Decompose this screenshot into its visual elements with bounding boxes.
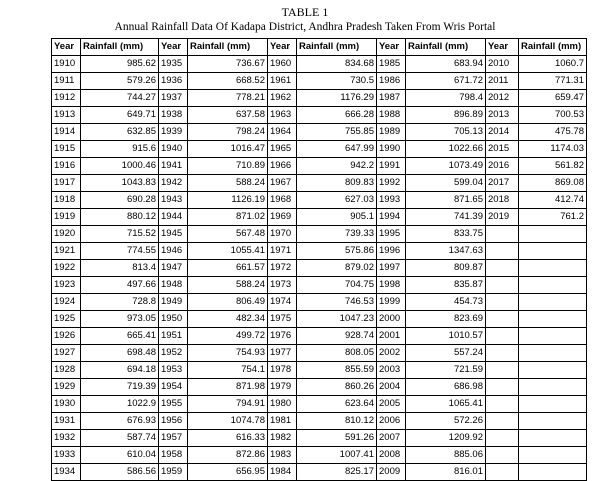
year-cell: 1998 bbox=[377, 277, 406, 294]
year-cell: 1911 bbox=[52, 73, 81, 90]
year-cell: 1923 bbox=[52, 277, 81, 294]
year-cell: 1943 bbox=[159, 192, 188, 209]
header-row bbox=[52, 39, 587, 56]
table-row bbox=[52, 175, 587, 192]
rainfall-cell: 1174.03 bbox=[519, 141, 587, 158]
rainfall-cell bbox=[519, 362, 587, 379]
table-row bbox=[52, 73, 587, 90]
year-cell: 1995 bbox=[377, 226, 406, 243]
year-cell bbox=[486, 260, 519, 277]
rainfall-cell: 896.89 bbox=[406, 107, 486, 124]
year-cell bbox=[486, 345, 519, 362]
rainfall-cell: 1065.41 bbox=[406, 396, 486, 413]
rainfall-cell: 1209.92 bbox=[406, 430, 486, 447]
year-cell: 1939 bbox=[159, 124, 188, 141]
year-cell: 1994 bbox=[377, 209, 406, 226]
header-year: Year bbox=[159, 39, 188, 56]
year-cell: 1981 bbox=[268, 413, 297, 430]
year-cell: 1974 bbox=[268, 294, 297, 311]
rainfall-cell: 798.24 bbox=[188, 124, 268, 141]
rainfall-cell: 833.75 bbox=[406, 226, 486, 243]
rainfall-cell: 567.48 bbox=[188, 226, 268, 243]
year-cell: 1919 bbox=[52, 209, 81, 226]
year-cell: 2012 bbox=[486, 90, 519, 107]
rainfall-cell: 683.94 bbox=[406, 56, 486, 73]
rainfall-cell: 1176.29 bbox=[297, 90, 377, 107]
rainfall-cell: 656.95 bbox=[188, 464, 268, 481]
rainfall-cell: 665.41 bbox=[81, 328, 159, 345]
rainfall-cell: 623.64 bbox=[297, 396, 377, 413]
rainfall-cell: 632.85 bbox=[81, 124, 159, 141]
rainfall-cell: 561.82 bbox=[519, 158, 587, 175]
rainfall-cell bbox=[519, 447, 587, 464]
year-cell: 1969 bbox=[268, 209, 297, 226]
rainfall-cell: 1007.41 bbox=[297, 447, 377, 464]
rainfall-cell: 715.52 bbox=[81, 226, 159, 243]
rainfall-cell: 855.59 bbox=[297, 362, 377, 379]
rainfall-cell: 825.17 bbox=[297, 464, 377, 481]
year-cell: 1978 bbox=[268, 362, 297, 379]
rainfall-cell: 647.99 bbox=[297, 141, 377, 158]
year-cell: 1920 bbox=[52, 226, 81, 243]
year-cell: 1942 bbox=[159, 175, 188, 192]
rainfall-cell: 1347.63 bbox=[406, 243, 486, 260]
rainfall-cell: 1047.23 bbox=[297, 311, 377, 328]
rainfall-cell: 637.58 bbox=[188, 107, 268, 124]
year-cell: 1965 bbox=[268, 141, 297, 158]
rainfall-cell: 591.26 bbox=[297, 430, 377, 447]
rainfall-cell: 1060.7 bbox=[519, 56, 587, 73]
rainfall-cell: 588.24 bbox=[188, 277, 268, 294]
year-cell: 2007 bbox=[377, 430, 406, 447]
year-cell: 1963 bbox=[268, 107, 297, 124]
year-cell: 1955 bbox=[159, 396, 188, 413]
table-row bbox=[52, 447, 587, 464]
rainfall-cell: 1073.49 bbox=[406, 158, 486, 175]
table-row bbox=[52, 158, 587, 175]
rainfall-cell: 794.91 bbox=[188, 396, 268, 413]
rainfall-cell: 579.26 bbox=[81, 73, 159, 90]
year-cell: 1954 bbox=[159, 379, 188, 396]
year-cell bbox=[486, 464, 519, 481]
year-cell: 1956 bbox=[159, 413, 188, 430]
rainfall-cell bbox=[519, 379, 587, 396]
year-cell: 2015 bbox=[486, 141, 519, 158]
rainfall-cell: 806.49 bbox=[188, 294, 268, 311]
year-cell bbox=[486, 243, 519, 260]
year-cell: 1966 bbox=[268, 158, 297, 175]
rainfall-cell: 823.69 bbox=[406, 311, 486, 328]
rainfall-cell bbox=[519, 464, 587, 481]
rainfall-cell: 813.4 bbox=[81, 260, 159, 277]
table-body bbox=[52, 56, 587, 481]
year-cell bbox=[486, 379, 519, 396]
rainfall-cell: 475.78 bbox=[519, 124, 587, 141]
rainfall-cell: 798.4 bbox=[406, 90, 486, 107]
year-cell: 2000 bbox=[377, 311, 406, 328]
table-row bbox=[52, 90, 587, 107]
year-cell bbox=[486, 447, 519, 464]
rainfall-cell: 698.48 bbox=[81, 345, 159, 362]
header-rainfall: Rainfall (mm) bbox=[297, 39, 377, 56]
rainfall-cell: 761.2 bbox=[519, 209, 587, 226]
year-cell: 1930 bbox=[52, 396, 81, 413]
table-row bbox=[52, 226, 587, 243]
rainfall-cell: 666.28 bbox=[297, 107, 377, 124]
year-cell: 1917 bbox=[52, 175, 81, 192]
rainfall-cell: 499.72 bbox=[188, 328, 268, 345]
rainfall-cell: 754.93 bbox=[188, 345, 268, 362]
rainfall-cell bbox=[519, 396, 587, 413]
rainfall-cell: 869.08 bbox=[519, 175, 587, 192]
year-cell: 1961 bbox=[268, 73, 297, 90]
year-cell: 1970 bbox=[268, 226, 297, 243]
year-cell: 2004 bbox=[377, 379, 406, 396]
rainfall-cell: 575.86 bbox=[297, 243, 377, 260]
year-cell: 1934 bbox=[52, 464, 81, 481]
rainfall-cell: 482.34 bbox=[188, 311, 268, 328]
year-cell: 1941 bbox=[159, 158, 188, 175]
rainfall-cell bbox=[519, 328, 587, 345]
rainfall-cell: 1022.66 bbox=[406, 141, 486, 158]
year-cell: 1935 bbox=[159, 56, 188, 73]
year-cell: 1951 bbox=[159, 328, 188, 345]
rainfall-cell: 497.66 bbox=[81, 277, 159, 294]
year-cell: 1928 bbox=[52, 362, 81, 379]
table-row bbox=[52, 277, 587, 294]
year-cell: 1929 bbox=[52, 379, 81, 396]
header-year: Year bbox=[377, 39, 406, 56]
rainfall-cell: 659.47 bbox=[519, 90, 587, 107]
year-cell: 1990 bbox=[377, 141, 406, 158]
year-cell: 1944 bbox=[159, 209, 188, 226]
table-row bbox=[52, 430, 587, 447]
rainfall-cell: 616.33 bbox=[188, 430, 268, 447]
table-row bbox=[52, 396, 587, 413]
year-cell bbox=[486, 413, 519, 430]
year-cell: 1948 bbox=[159, 277, 188, 294]
rainfall-cell: 808.05 bbox=[297, 345, 377, 362]
rainfall-cell: 739.33 bbox=[297, 226, 377, 243]
rainfall-cell: 1022.9 bbox=[81, 396, 159, 413]
year-cell: 1937 bbox=[159, 90, 188, 107]
year-cell: 1913 bbox=[52, 107, 81, 124]
rainfall-cell: 834.68 bbox=[297, 56, 377, 73]
rainfall-cell: 730.5 bbox=[297, 73, 377, 90]
table-row bbox=[52, 141, 587, 158]
rainfall-cell: 871.65 bbox=[406, 192, 486, 209]
year-cell: 1910 bbox=[52, 56, 81, 73]
year-cell: 1946 bbox=[159, 243, 188, 260]
year-cell: 1984 bbox=[268, 464, 297, 481]
rainfall-cell: 694.18 bbox=[81, 362, 159, 379]
year-cell: 1960 bbox=[268, 56, 297, 73]
year-cell bbox=[486, 294, 519, 311]
rainfall-cell: 1055.41 bbox=[188, 243, 268, 260]
year-cell bbox=[486, 430, 519, 447]
rainfall-cell bbox=[519, 243, 587, 260]
year-cell: 1967 bbox=[268, 175, 297, 192]
rainfall-cell: 879.02 bbox=[297, 260, 377, 277]
year-cell bbox=[486, 277, 519, 294]
rainfall-cell: 661.57 bbox=[188, 260, 268, 277]
rainfall-cell: 928.74 bbox=[297, 328, 377, 345]
year-cell: 1932 bbox=[52, 430, 81, 447]
year-cell: 1958 bbox=[159, 447, 188, 464]
year-cell bbox=[486, 362, 519, 379]
rainfall-cell: 700.53 bbox=[519, 107, 587, 124]
year-cell bbox=[486, 226, 519, 243]
year-cell: 1912 bbox=[52, 90, 81, 107]
table-row bbox=[52, 413, 587, 430]
year-cell: 1980 bbox=[268, 396, 297, 413]
rainfall-cell: 610.04 bbox=[81, 447, 159, 464]
rainfall-cell bbox=[519, 413, 587, 430]
year-cell: 2003 bbox=[377, 362, 406, 379]
year-cell: 1968 bbox=[268, 192, 297, 209]
header-rainfall: Rainfall (mm) bbox=[81, 39, 159, 56]
year-cell bbox=[486, 311, 519, 328]
year-cell: 1985 bbox=[377, 56, 406, 73]
year-cell: 2008 bbox=[377, 447, 406, 464]
header-rainfall: Rainfall (mm) bbox=[406, 39, 486, 56]
year-cell: 1922 bbox=[52, 260, 81, 277]
rainfall-cell: 880.12 bbox=[81, 209, 159, 226]
year-cell: 2009 bbox=[377, 464, 406, 481]
year-cell: 1986 bbox=[377, 73, 406, 90]
rainfall-cell: 835.87 bbox=[406, 277, 486, 294]
rainfall-cell: 985.62 bbox=[81, 56, 159, 73]
table-subtitle: Annual Rainfall Data Of Kadapa District, Andhra Pradesh Taken From Wris Portal bbox=[114, 21, 496, 33]
rainfall-cell: 872.86 bbox=[188, 447, 268, 464]
rainfall-cell: 690.28 bbox=[81, 192, 159, 209]
rainfall-cell bbox=[519, 260, 587, 277]
rainfall-cell: 454.73 bbox=[406, 294, 486, 311]
rainfall-cell: 810.12 bbox=[297, 413, 377, 430]
year-cell: 2001 bbox=[377, 328, 406, 345]
rainfall-cell: 705.13 bbox=[406, 124, 486, 141]
table-row bbox=[52, 379, 587, 396]
rainfall-cell: 599.04 bbox=[406, 175, 486, 192]
rainfall-cell: 627.03 bbox=[297, 192, 377, 209]
rainfall-cell: 915.6 bbox=[81, 141, 159, 158]
year-cell: 1976 bbox=[268, 328, 297, 345]
year-cell: 1989 bbox=[377, 124, 406, 141]
rainfall-cell: 557.24 bbox=[406, 345, 486, 362]
rainfall-cell: 668.52 bbox=[188, 73, 268, 90]
year-cell: 1933 bbox=[52, 447, 81, 464]
header-year: Year bbox=[486, 39, 519, 56]
rainfall-cell: 1010.57 bbox=[406, 328, 486, 345]
rainfall-cell: 905.1 bbox=[297, 209, 377, 226]
rainfall-cell bbox=[519, 226, 587, 243]
rainfall-cell: 671.72 bbox=[406, 73, 486, 90]
year-cell: 1996 bbox=[377, 243, 406, 260]
rainfall-cell: 1000.46 bbox=[81, 158, 159, 175]
rainfall-cell bbox=[519, 277, 587, 294]
rainfall-cell: 871.98 bbox=[188, 379, 268, 396]
year-cell: 1983 bbox=[268, 447, 297, 464]
table-row bbox=[52, 294, 587, 311]
rainfall-cell: 588.24 bbox=[188, 175, 268, 192]
year-cell: 2019 bbox=[486, 209, 519, 226]
rainfall-cell: 728.8 bbox=[81, 294, 159, 311]
year-cell: 1962 bbox=[268, 90, 297, 107]
year-cell: 1936 bbox=[159, 73, 188, 90]
table-row bbox=[52, 124, 587, 141]
table-row bbox=[52, 464, 587, 481]
rainfall-cell: 774.55 bbox=[81, 243, 159, 260]
table-row bbox=[52, 345, 587, 362]
year-cell: 1999 bbox=[377, 294, 406, 311]
year-cell: 1953 bbox=[159, 362, 188, 379]
year-cell: 1947 bbox=[159, 260, 188, 277]
year-cell: 2011 bbox=[486, 73, 519, 90]
year-cell bbox=[486, 396, 519, 413]
year-cell: 1973 bbox=[268, 277, 297, 294]
rainfall-cell bbox=[519, 345, 587, 362]
rainfall-cell: 809.87 bbox=[406, 260, 486, 277]
table-row bbox=[52, 209, 587, 226]
year-cell: 1993 bbox=[377, 192, 406, 209]
rainfall-cell: 885.06 bbox=[406, 447, 486, 464]
rainfall-cell: 412.74 bbox=[519, 192, 587, 209]
year-cell: 2016 bbox=[486, 158, 519, 175]
rainfall-cell: 572.26 bbox=[406, 413, 486, 430]
rainfall-cell: 754.1 bbox=[188, 362, 268, 379]
rainfall-cell: 744.27 bbox=[81, 90, 159, 107]
year-cell: 1988 bbox=[377, 107, 406, 124]
year-cell: 1971 bbox=[268, 243, 297, 260]
rainfall-cell: 942.2 bbox=[297, 158, 377, 175]
header-year: Year bbox=[52, 39, 81, 56]
year-cell: 1914 bbox=[52, 124, 81, 141]
table-row bbox=[52, 328, 587, 345]
year-cell: 1931 bbox=[52, 413, 81, 430]
year-cell: 1952 bbox=[159, 345, 188, 362]
year-cell: 1987 bbox=[377, 90, 406, 107]
header-rainfall: Rainfall (mm) bbox=[519, 39, 587, 56]
rainfall-cell: 587.74 bbox=[81, 430, 159, 447]
year-cell: 1924 bbox=[52, 294, 81, 311]
rainfall-cell: 649.71 bbox=[81, 107, 159, 124]
year-cell bbox=[486, 328, 519, 345]
rainfall-cell: 676.93 bbox=[81, 413, 159, 430]
year-cell: 2005 bbox=[377, 396, 406, 413]
year-cell: 2013 bbox=[486, 107, 519, 124]
year-cell: 2006 bbox=[377, 413, 406, 430]
rainfall-cell: 586.56 bbox=[81, 464, 159, 481]
year-cell: 1982 bbox=[268, 430, 297, 447]
year-cell: 1949 bbox=[159, 294, 188, 311]
rainfall-cell bbox=[519, 430, 587, 447]
rainfall-cell: 816.01 bbox=[406, 464, 486, 481]
table-row bbox=[52, 192, 587, 209]
rainfall-cell: 871.02 bbox=[188, 209, 268, 226]
rainfall-cell bbox=[519, 311, 587, 328]
rainfall-cell: 755.85 bbox=[297, 124, 377, 141]
rainfall-cell: 704.75 bbox=[297, 277, 377, 294]
year-cell: 1938 bbox=[159, 107, 188, 124]
year-cell: 1964 bbox=[268, 124, 297, 141]
table-row bbox=[52, 311, 587, 328]
year-cell: 1957 bbox=[159, 430, 188, 447]
rainfall-cell: 1043.83 bbox=[81, 175, 159, 192]
year-cell: 2017 bbox=[486, 175, 519, 192]
year-cell: 1979 bbox=[268, 379, 297, 396]
rainfall-cell: 1074.78 bbox=[188, 413, 268, 430]
year-cell: 2018 bbox=[486, 192, 519, 209]
rainfall-cell: 741.39 bbox=[406, 209, 486, 226]
rainfall-cell: 778.21 bbox=[188, 90, 268, 107]
header-year: Year bbox=[268, 39, 297, 56]
table-row bbox=[52, 260, 587, 277]
year-cell: 1916 bbox=[52, 158, 81, 175]
rainfall-table bbox=[51, 38, 587, 481]
year-cell: 1921 bbox=[52, 243, 81, 260]
rainfall-cell: 973.05 bbox=[81, 311, 159, 328]
year-cell: 1927 bbox=[52, 345, 81, 362]
year-cell: 1992 bbox=[377, 175, 406, 192]
rainfall-cell: 746.53 bbox=[297, 294, 377, 311]
year-cell: 1975 bbox=[268, 311, 297, 328]
year-cell: 2002 bbox=[377, 345, 406, 362]
year-cell: 1925 bbox=[52, 311, 81, 328]
year-cell: 1977 bbox=[268, 345, 297, 362]
table-row bbox=[52, 362, 587, 379]
year-cell: 1940 bbox=[159, 141, 188, 158]
rainfall-cell: 860.26 bbox=[297, 379, 377, 396]
rainfall-cell: 771.31 bbox=[519, 73, 587, 90]
rainfall-cell: 1126.19 bbox=[188, 192, 268, 209]
table-row bbox=[52, 243, 587, 260]
year-cell: 2010 bbox=[486, 56, 519, 73]
rainfall-cell: 736.67 bbox=[188, 56, 268, 73]
rainfall-cell: 710.89 bbox=[188, 158, 268, 175]
rainfall-cell: 721.59 bbox=[406, 362, 486, 379]
year-cell: 1918 bbox=[52, 192, 81, 209]
rainfall-cell bbox=[519, 294, 587, 311]
year-cell: 1991 bbox=[377, 158, 406, 175]
year-cell: 1945 bbox=[159, 226, 188, 243]
table-title: TABLE 1 bbox=[281, 5, 329, 19]
year-cell: 1950 bbox=[159, 311, 188, 328]
year-cell: 1997 bbox=[377, 260, 406, 277]
header-rainfall: Rainfall (mm) bbox=[188, 39, 268, 56]
table-row bbox=[52, 107, 587, 124]
rainfall-cell: 1016.47 bbox=[188, 141, 268, 158]
rainfall-cell: 686.98 bbox=[406, 379, 486, 396]
table-row bbox=[52, 56, 587, 73]
year-cell: 2014 bbox=[486, 124, 519, 141]
year-cell: 1959 bbox=[159, 464, 188, 481]
rainfall-cell: 809.83 bbox=[297, 175, 377, 192]
year-cell: 1972 bbox=[268, 260, 297, 277]
rainfall-cell: 719.39 bbox=[81, 379, 159, 396]
year-cell: 1926 bbox=[52, 328, 81, 345]
year-cell: 1915 bbox=[52, 141, 81, 158]
